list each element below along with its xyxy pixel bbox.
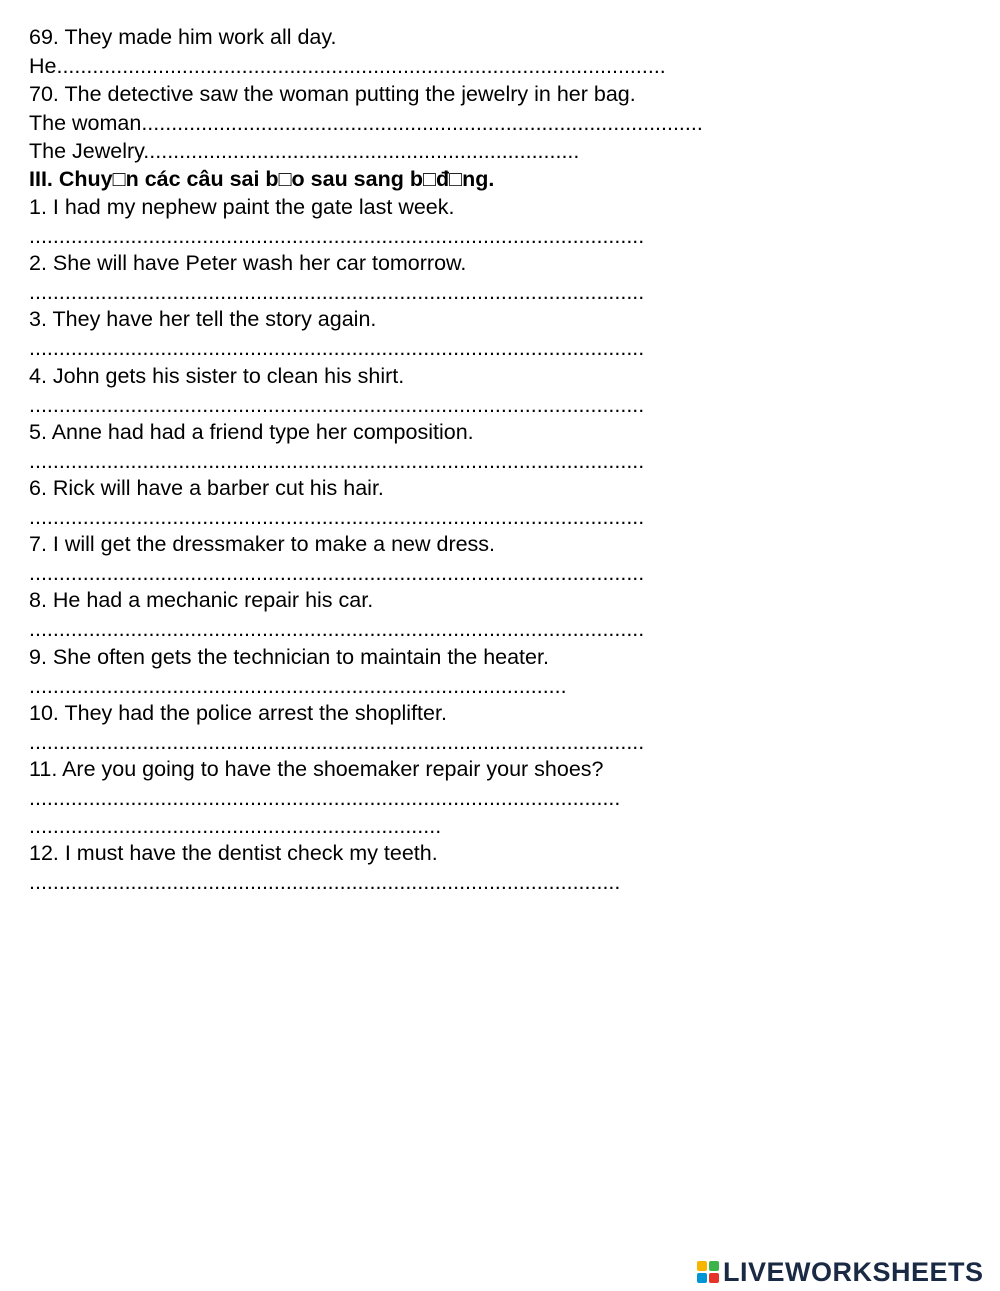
question-4: 4. John gets his sister to clean his shirt. bbox=[29, 364, 405, 388]
intro-answer-jewelry[interactable]: The Jewelry......................................................................... bbox=[29, 139, 580, 163]
answer-line-1[interactable]: ....................................................................................................... bbox=[29, 224, 645, 248]
answer-line-3[interactable]: ....................................................................................................... bbox=[29, 336, 645, 360]
answer-line-4[interactable]: ....................................................................................................... bbox=[29, 393, 645, 417]
logo-tile bbox=[709, 1261, 719, 1271]
logo-tile bbox=[697, 1273, 707, 1283]
section-heading: III. Chuy□n các câu sai b□o sau sang b□đ□ng. bbox=[29, 167, 495, 191]
logo-brand-text: LIVEWORKSHEETS bbox=[723, 1256, 984, 1287]
question-2: 2. She will have Peter wash her car tomorrow. bbox=[29, 251, 467, 275]
liveworksheets-logo bbox=[697, 1257, 984, 1287]
answer-line-5[interactable]: ....................................................................................................... bbox=[29, 449, 645, 473]
answer-line-11a[interactable]: ................................................................................................... bbox=[29, 786, 621, 810]
intro-answer-he[interactable]: He...................................................................................................... bbox=[29, 54, 666, 78]
question-9: 9. She often gets the technician to maintain the heater. bbox=[29, 645, 549, 669]
question-5: 5. Anne had had a friend type her composition. bbox=[29, 420, 474, 444]
question-12: 12. I must have the dentist check my teeth. bbox=[29, 841, 438, 865]
question-1: 1. I had my nephew paint the gate last week. bbox=[29, 195, 455, 219]
answer-line-10[interactable]: ....................................................................................................... bbox=[29, 730, 645, 754]
intro-line-70: 70. The detective saw the woman putting the jewelry in her bag. bbox=[29, 82, 636, 106]
answer-line-7[interactable]: ....................................................................................................... bbox=[29, 561, 645, 585]
logo-tile bbox=[709, 1273, 719, 1283]
question-11: 11. Are you going to have the shoemaker repair your shoes? bbox=[29, 757, 604, 781]
question-6: 6. Rick will have a barber cut his hair. bbox=[29, 476, 384, 500]
question-3: 3. They have her tell the story again. bbox=[29, 307, 377, 331]
answer-line-2[interactable]: ....................................................................................................... bbox=[29, 280, 645, 304]
answer-line-9[interactable]: .......................................................................................... bbox=[29, 674, 567, 698]
logo-tile bbox=[697, 1261, 707, 1271]
question-7: 7. I will get the dressmaker to make a new dress. bbox=[29, 532, 496, 556]
intro-line-69: 69. They made him work all day. bbox=[29, 25, 337, 49]
answer-line-8[interactable]: ....................................................................................................... bbox=[29, 617, 645, 641]
answer-line-6[interactable]: ....................................................................................................... bbox=[29, 505, 645, 529]
question-8: 8. He had a mechanic repair his car. bbox=[29, 588, 374, 612]
question-10: 10. They had the police arrest the shoplifter. bbox=[29, 701, 447, 725]
logo-tiles-icon bbox=[697, 1261, 719, 1283]
answer-line-11b[interactable]: ..................................................................... bbox=[29, 814, 442, 838]
intro-answer-woman[interactable]: The woman.............................................................................................. bbox=[29, 111, 703, 135]
answer-line-12[interactable]: ................................................................................................... bbox=[29, 870, 621, 894]
